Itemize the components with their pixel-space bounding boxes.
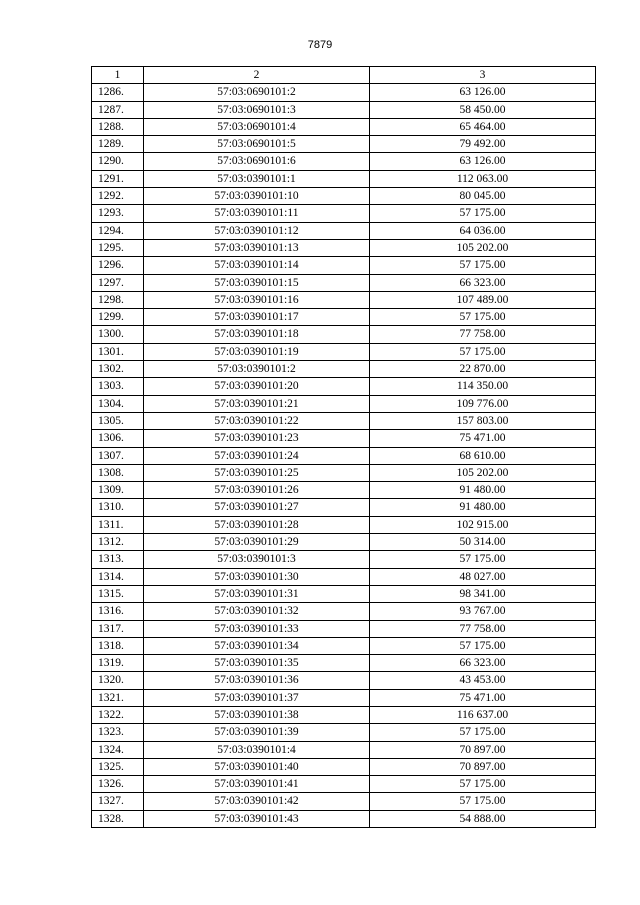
row-number: 1307.	[92, 447, 144, 464]
cadastral-value: 75 471.00	[370, 430, 596, 447]
cadastral-value: 57 175.00	[370, 724, 596, 741]
cadastral-number: 57:03:0690101:2	[144, 84, 370, 101]
cadastral-number: 57:03:0690101:3	[144, 101, 370, 118]
cadastral-number: 57:03:0390101:20	[144, 378, 370, 395]
table-row	[92, 655, 596, 672]
table-row	[92, 84, 596, 101]
cadastral-value: 57 175.00	[370, 309, 596, 326]
cadastral-value: 105 202.00	[370, 464, 596, 481]
table-row	[92, 724, 596, 741]
table-row	[92, 291, 596, 308]
cadastral-number: 57:03:0390101:37	[144, 689, 370, 706]
cadastral-number: 57:03:0390101:24	[144, 447, 370, 464]
row-number: 1317.	[92, 620, 144, 637]
row-number: 1327.	[92, 793, 144, 810]
table-row	[92, 499, 596, 516]
table-row	[92, 412, 596, 429]
row-number: 1324.	[92, 741, 144, 758]
table-row	[92, 430, 596, 447]
cadastral-number: 57:03:0390101:29	[144, 534, 370, 551]
table-row	[92, 378, 596, 395]
row-number: 1304.	[92, 395, 144, 412]
cadastral-number: 57:03:0390101:41	[144, 776, 370, 793]
cadastral-number: 57:03:0390101:43	[144, 810, 370, 827]
table-row	[92, 170, 596, 187]
cadastral-number: 57:03:0390101:39	[144, 724, 370, 741]
cadastral-number: 57:03:0390101:30	[144, 568, 370, 585]
cadastral-value: 48 027.00	[370, 568, 596, 585]
cadastral-value: 57 175.00	[370, 793, 596, 810]
cadastral-number: 57:03:0390101:36	[144, 672, 370, 689]
cadastral-value: 68 610.00	[370, 447, 596, 464]
table-row	[92, 447, 596, 464]
row-number: 1293.	[92, 205, 144, 222]
row-number: 1299.	[92, 309, 144, 326]
row-number: 1321.	[92, 689, 144, 706]
cadastral-number: 57:03:0390101:28	[144, 516, 370, 533]
row-number: 1300.	[92, 326, 144, 343]
row-number: 1311.	[92, 516, 144, 533]
table-row	[92, 101, 596, 118]
table-row	[92, 516, 596, 533]
cadastral-value: 66 323.00	[370, 274, 596, 291]
row-number: 1297.	[92, 274, 144, 291]
row-number: 1326.	[92, 776, 144, 793]
cadastral-value: 102 915.00	[370, 516, 596, 533]
table-header-row	[92, 67, 596, 84]
table-row	[92, 257, 596, 274]
table-row	[92, 118, 596, 135]
row-number: 1296.	[92, 257, 144, 274]
cadastral-number: 57:03:0390101:40	[144, 758, 370, 775]
table-row	[92, 482, 596, 499]
table-row	[92, 205, 596, 222]
row-number: 1294.	[92, 222, 144, 239]
row-number: 1310.	[92, 499, 144, 516]
cadastral-number: 57:03:0390101:34	[144, 637, 370, 654]
cadastral-number: 57:03:0390101:2	[144, 361, 370, 378]
cadastral-number: 57:03:0390101:16	[144, 291, 370, 308]
row-number: 1314.	[92, 568, 144, 585]
cadastral-number: 57:03:0390101:21	[144, 395, 370, 412]
table-row	[92, 637, 596, 654]
cadastral-number: 57:03:0390101:27	[144, 499, 370, 516]
cadastral-number: 57:03:0690101:5	[144, 136, 370, 153]
cadastral-number: 57:03:0390101:14	[144, 257, 370, 274]
cadastral-value: 91 480.00	[370, 499, 596, 516]
table-row	[92, 464, 596, 481]
cadastral-number: 57:03:0390101:25	[144, 464, 370, 481]
cadastral-number: 57:03:0390101:11	[144, 205, 370, 222]
cadastral-number: 57:03:0390101:3	[144, 551, 370, 568]
cadastral-number: 57:03:0390101:13	[144, 239, 370, 256]
cadastral-value: 75 471.00	[370, 689, 596, 706]
cadastral-value: 63 126.00	[370, 153, 596, 170]
table-row	[92, 603, 596, 620]
table-row	[92, 585, 596, 602]
row-number: 1286.	[92, 84, 144, 101]
table-row	[92, 568, 596, 585]
row-number: 1298.	[92, 291, 144, 308]
table-row	[92, 309, 596, 326]
column-header-3: 3	[370, 67, 596, 84]
table-row	[92, 361, 596, 378]
row-number: 1325.	[92, 758, 144, 775]
cadastral-value: 77 758.00	[370, 620, 596, 637]
cadastral-number: 57:03:0390101:23	[144, 430, 370, 447]
cadastral-value: 112 063.00	[370, 170, 596, 187]
cadastral-number: 57:03:0390101:18	[144, 326, 370, 343]
row-number: 1316.	[92, 603, 144, 620]
table-row	[92, 810, 596, 827]
cadastral-value: 77 758.00	[370, 326, 596, 343]
cadastral-number: 57:03:0390101:38	[144, 706, 370, 723]
row-number: 1315.	[92, 585, 144, 602]
cadastral-number: 57:03:0390101:42	[144, 793, 370, 810]
page-number: 7879	[307, 39, 333, 51]
table-row	[92, 758, 596, 775]
row-number: 1291.	[92, 170, 144, 187]
cadastral-value: 107 489.00	[370, 291, 596, 308]
cadastral-value: 79 492.00	[370, 136, 596, 153]
cadastral-value-table	[91, 66, 596, 828]
cadastral-value: 91 480.00	[370, 482, 596, 499]
row-number: 1303.	[92, 378, 144, 395]
table-row	[92, 534, 596, 551]
column-header-1: 1	[92, 67, 144, 84]
cadastral-value: 54 888.00	[370, 810, 596, 827]
table-row	[92, 326, 596, 343]
row-number: 1292.	[92, 188, 144, 205]
cadastral-value: 64 036.00	[370, 222, 596, 239]
cadastral-number: 57:03:0390101:4	[144, 741, 370, 758]
row-number: 1323.	[92, 724, 144, 741]
cadastral-value: 57 175.00	[370, 205, 596, 222]
cadastral-number: 57:03:0390101:15	[144, 274, 370, 291]
cadastral-number: 57:03:0390101:32	[144, 603, 370, 620]
table-row	[92, 793, 596, 810]
row-number: 1305.	[92, 412, 144, 429]
table-row	[92, 136, 596, 153]
row-number: 1313.	[92, 551, 144, 568]
cadastral-value: 80 045.00	[370, 188, 596, 205]
cadastral-number: 57:03:0390101:1	[144, 170, 370, 187]
cadastral-value: 98 341.00	[370, 585, 596, 602]
column-header-2: 2	[144, 67, 370, 84]
cadastral-value: 70 897.00	[370, 741, 596, 758]
table-row	[92, 776, 596, 793]
row-number: 1288.	[92, 118, 144, 135]
row-number: 1328.	[92, 810, 144, 827]
row-number: 1312.	[92, 534, 144, 551]
cadastral-number: 57:03:0390101:12	[144, 222, 370, 239]
table-body	[92, 84, 596, 828]
cadastral-number: 57:03:0390101:22	[144, 412, 370, 429]
cadastral-value: 57 175.00	[370, 551, 596, 568]
cadastral-value: 57 175.00	[370, 257, 596, 274]
table-row	[92, 706, 596, 723]
cadastral-value: 43 453.00	[370, 672, 596, 689]
row-number: 1302.	[92, 361, 144, 378]
row-number: 1306.	[92, 430, 144, 447]
cadastral-value: 57 175.00	[370, 343, 596, 360]
table-row	[92, 741, 596, 758]
table-row	[92, 222, 596, 239]
cadastral-value: 57 175.00	[370, 637, 596, 654]
table-row	[92, 395, 596, 412]
cadastral-value: 157 803.00	[370, 412, 596, 429]
cadastral-number: 57:03:0390101:33	[144, 620, 370, 637]
cadastral-number: 57:03:0390101:10	[144, 188, 370, 205]
cadastral-value: 58 450.00	[370, 101, 596, 118]
cadastral-value: 105 202.00	[370, 239, 596, 256]
cadastral-number: 57:03:0390101:31	[144, 585, 370, 602]
table-row	[92, 274, 596, 291]
cadastral-number: 57:03:0390101:19	[144, 343, 370, 360]
row-number: 1320.	[92, 672, 144, 689]
cadastral-number: 57:03:0690101:6	[144, 153, 370, 170]
row-number: 1322.	[92, 706, 144, 723]
cadastral-value: 93 767.00	[370, 603, 596, 620]
cadastral-value: 57 175.00	[370, 776, 596, 793]
table-row	[92, 153, 596, 170]
cadastral-number: 57:03:0390101:26	[144, 482, 370, 499]
cadastral-value: 66 323.00	[370, 655, 596, 672]
table-row	[92, 620, 596, 637]
cadastral-value: 63 126.00	[370, 84, 596, 101]
cadastral-number: 57:03:0690101:4	[144, 118, 370, 135]
row-number: 1289.	[92, 136, 144, 153]
table-row	[92, 672, 596, 689]
table-row	[92, 689, 596, 706]
cadastral-value: 50 314.00	[370, 534, 596, 551]
row-number: 1301.	[92, 343, 144, 360]
cadastral-number: 57:03:0390101:35	[144, 655, 370, 672]
row-number: 1319.	[92, 655, 144, 672]
cadastral-number: 57:03:0390101:17	[144, 309, 370, 326]
table-row	[92, 239, 596, 256]
cadastral-value: 22 870.00	[370, 361, 596, 378]
cadastral-value: 114 350.00	[370, 378, 596, 395]
cadastral-value: 65 464.00	[370, 118, 596, 135]
table-row	[92, 188, 596, 205]
cadastral-value: 116 637.00	[370, 706, 596, 723]
table-row	[92, 551, 596, 568]
row-number: 1290.	[92, 153, 144, 170]
row-number: 1287.	[92, 101, 144, 118]
cadastral-value: 70 897.00	[370, 758, 596, 775]
row-number: 1295.	[92, 239, 144, 256]
row-number: 1308.	[92, 464, 144, 481]
table-row	[92, 343, 596, 360]
cadastral-value: 109 776.00	[370, 395, 596, 412]
row-number: 1318.	[92, 637, 144, 654]
row-number: 1309.	[92, 482, 144, 499]
